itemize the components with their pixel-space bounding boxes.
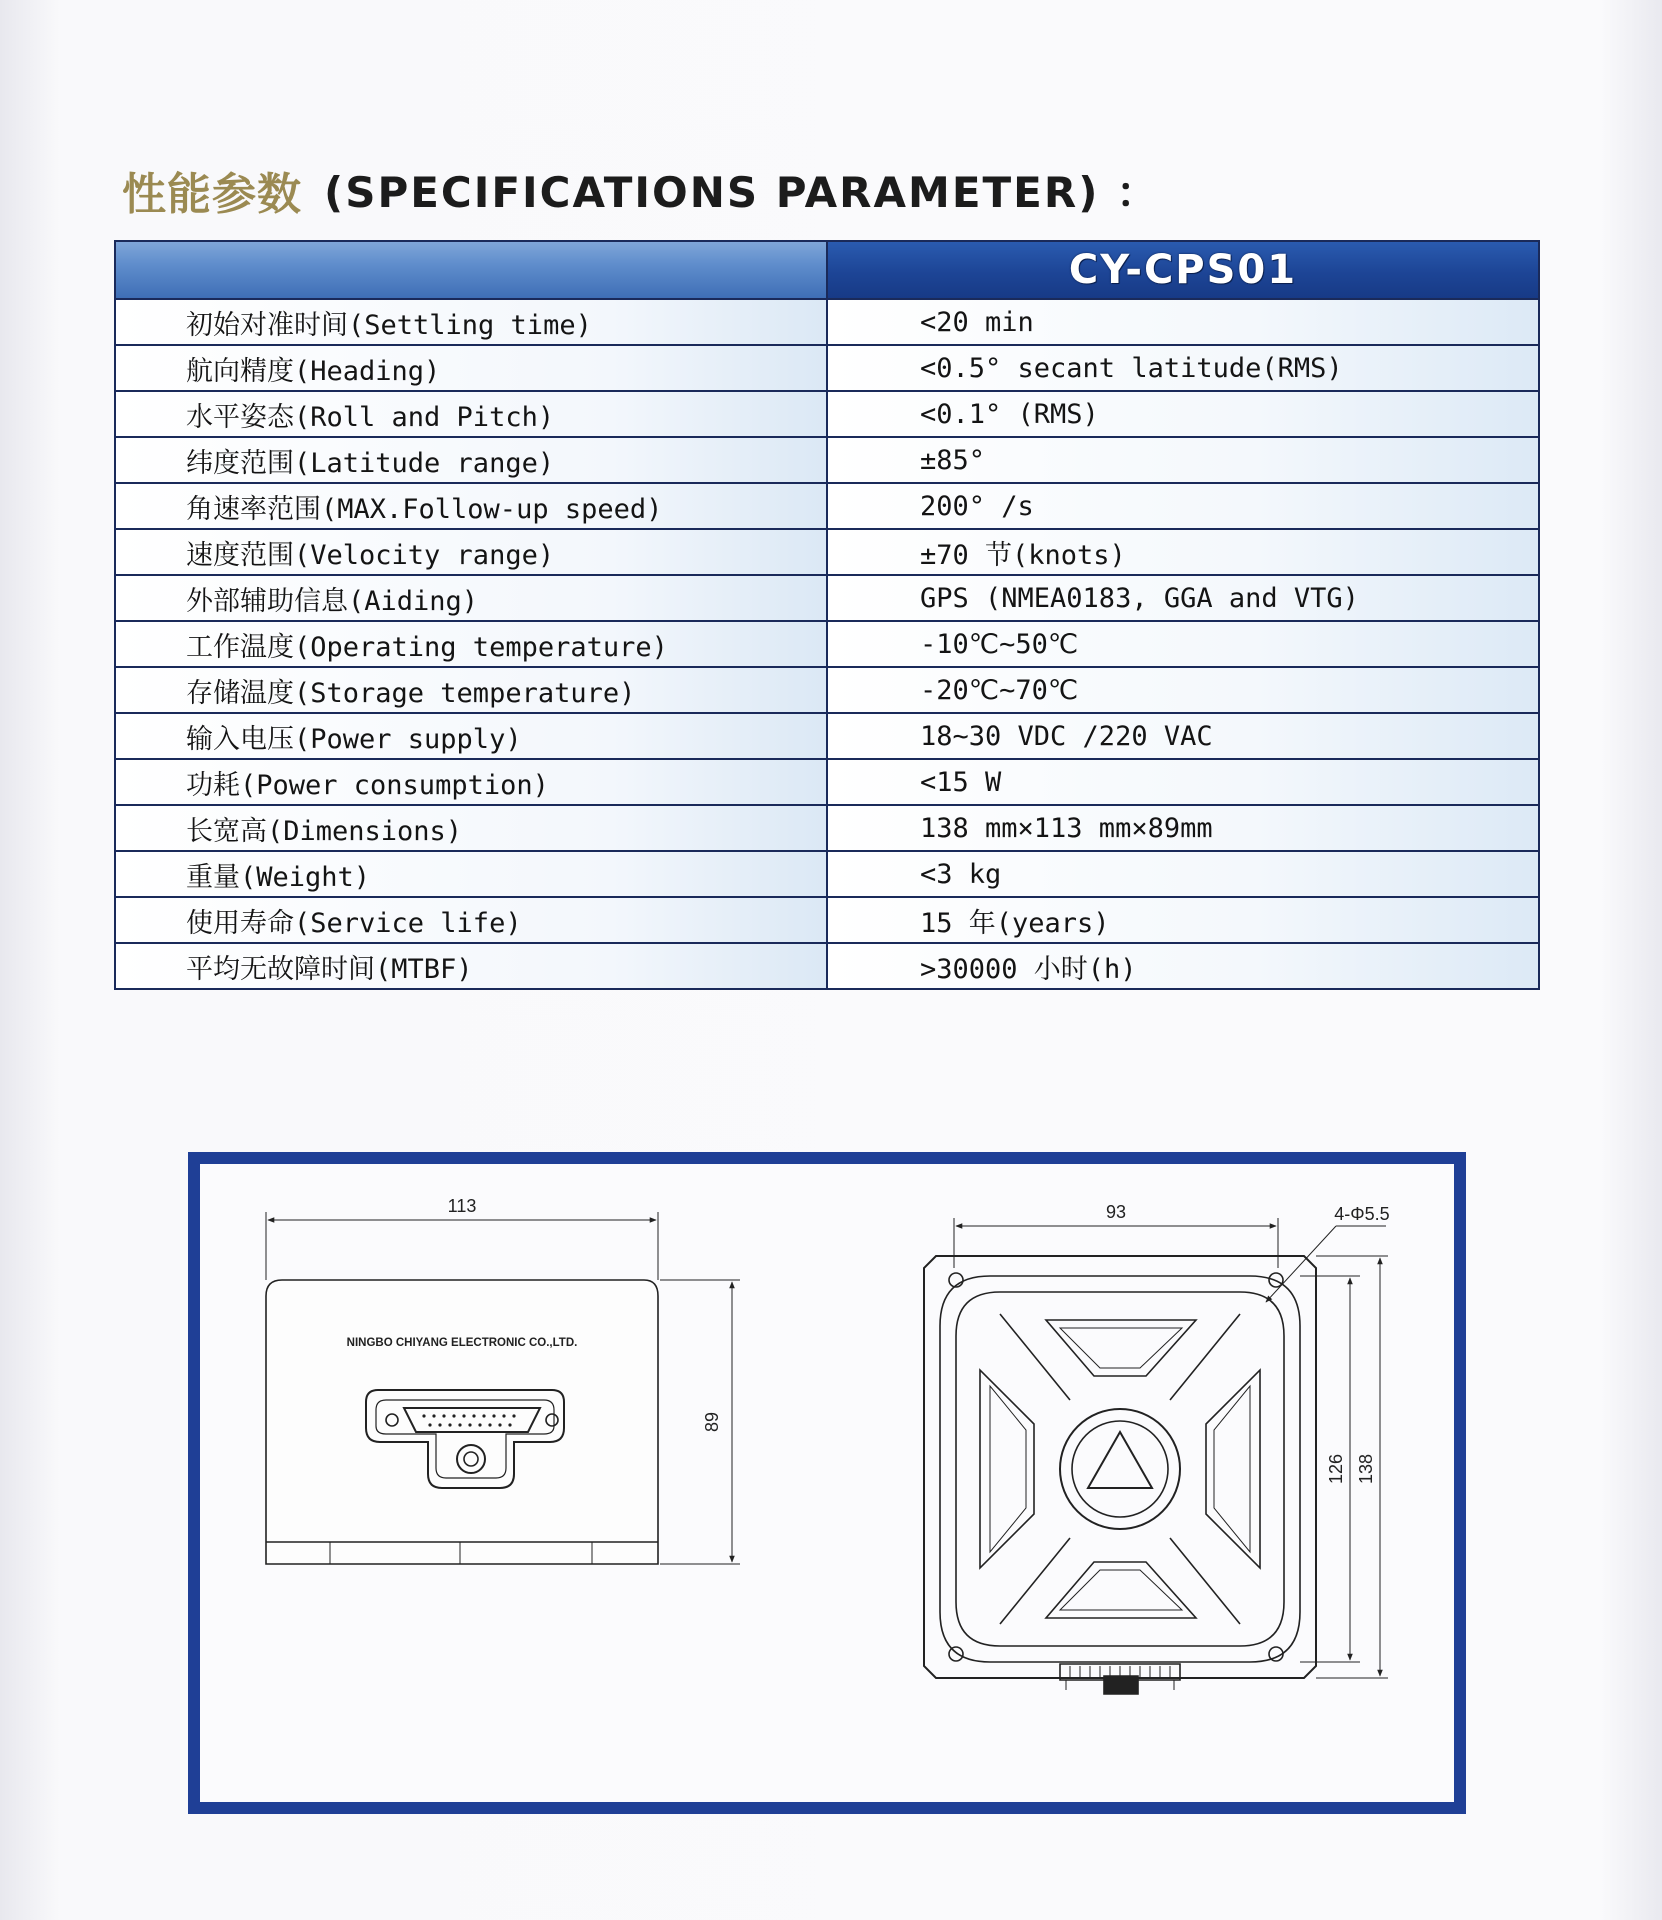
param-value: 15 年(years)	[827, 897, 1539, 943]
table-row	[115, 621, 1539, 667]
front-height-label: 89	[702, 1411, 722, 1433]
param-label: 外部辅助信息(Aiding)	[115, 575, 827, 621]
connector-pins-top	[1070, 1666, 1170, 1678]
company-name: NINGBO CHIYANG ELECTRONIC CO.,LTD.	[346, 1337, 578, 1349]
table-row	[115, 391, 1539, 437]
param-value: <15 W	[827, 759, 1539, 805]
param-label: 角速率范围(MAX.Follow-up speed)	[115, 483, 827, 529]
inner-height-label: 126	[1326, 1453, 1346, 1485]
table-header-row	[115, 241, 1539, 299]
param-label: 重量(Weight)	[115, 851, 827, 897]
param-label: 航向精度(Heading)	[115, 345, 827, 391]
param-value: <0.1° (RMS)	[827, 391, 1539, 437]
table-row	[115, 759, 1539, 805]
param-value: >30000 小时(h)	[827, 943, 1539, 989]
table-row	[115, 851, 1539, 897]
param-label: 初始对准时间(Settling time)	[115, 299, 827, 345]
param-label: 工作温度(Operating temperature)	[115, 621, 827, 667]
table-row	[115, 897, 1539, 943]
param-value: GPS (NMEA0183, GGA and VTG)	[827, 575, 1539, 621]
param-value: ±85°	[827, 437, 1539, 483]
param-value: ±70 节(knots)	[827, 529, 1539, 575]
table-row	[115, 299, 1539, 345]
param-value: <0.5° secant latitude(RMS)	[827, 345, 1539, 391]
dimension-drawing	[200, 1164, 1454, 1802]
param-label: 存储温度(Storage temperature)	[115, 667, 827, 713]
page-title	[122, 160, 1160, 220]
header-blank-cell	[115, 241, 827, 299]
front-view	[266, 1212, 740, 1564]
table-row	[115, 483, 1539, 529]
front-width-label: 113	[447, 1196, 477, 1216]
param-value: <20 min	[827, 299, 1539, 345]
outer-height-label: 138	[1356, 1453, 1376, 1485]
param-label: 纬度范围(Latitude range)	[115, 437, 827, 483]
param-label: 速度范围(Velocity range)	[115, 529, 827, 575]
dimension-drawing-frame	[188, 1152, 1466, 1814]
table-row	[115, 667, 1539, 713]
param-label: 输入电压(Power supply)	[115, 713, 827, 759]
param-value: -10℃~50℃	[827, 621, 1539, 667]
param-label: 使用寿命(Service life)	[115, 897, 827, 943]
param-value: 138 mm×113 mm×89mm	[827, 805, 1539, 851]
table-row	[115, 529, 1539, 575]
table-row	[115, 805, 1539, 851]
param-value: -20℃~70℃	[827, 667, 1539, 713]
param-label: 长宽高(Dimensions)	[115, 805, 827, 851]
param-label: 水平姿态(Roll and Pitch)	[115, 391, 827, 437]
param-value: 200° /s	[827, 483, 1539, 529]
hole-spec-label: 4-Φ5.5	[1334, 1204, 1390, 1224]
table-row	[115, 943, 1539, 989]
top-width-label: 93	[1105, 1202, 1127, 1222]
specifications-table	[114, 240, 1540, 990]
header-model-cell	[827, 241, 1539, 299]
top-view	[924, 1218, 1388, 1694]
model-name: CY-CPS01	[1068, 247, 1298, 293]
param-value: 18~30 VDC /220 VAC	[827, 713, 1539, 759]
title-english: (SPECIFICATIONS PARAMETER) ：	[324, 168, 1161, 217]
param-label: 平均无故障时间(MTBF)	[115, 943, 827, 989]
table-row	[115, 345, 1539, 391]
title-chinese: 性能参数	[122, 169, 302, 220]
param-value: <3 kg	[827, 851, 1539, 897]
table-row	[115, 437, 1539, 483]
param-label: 功耗(Power consumption)	[115, 759, 827, 805]
table-row	[115, 575, 1539, 621]
table-row	[115, 713, 1539, 759]
